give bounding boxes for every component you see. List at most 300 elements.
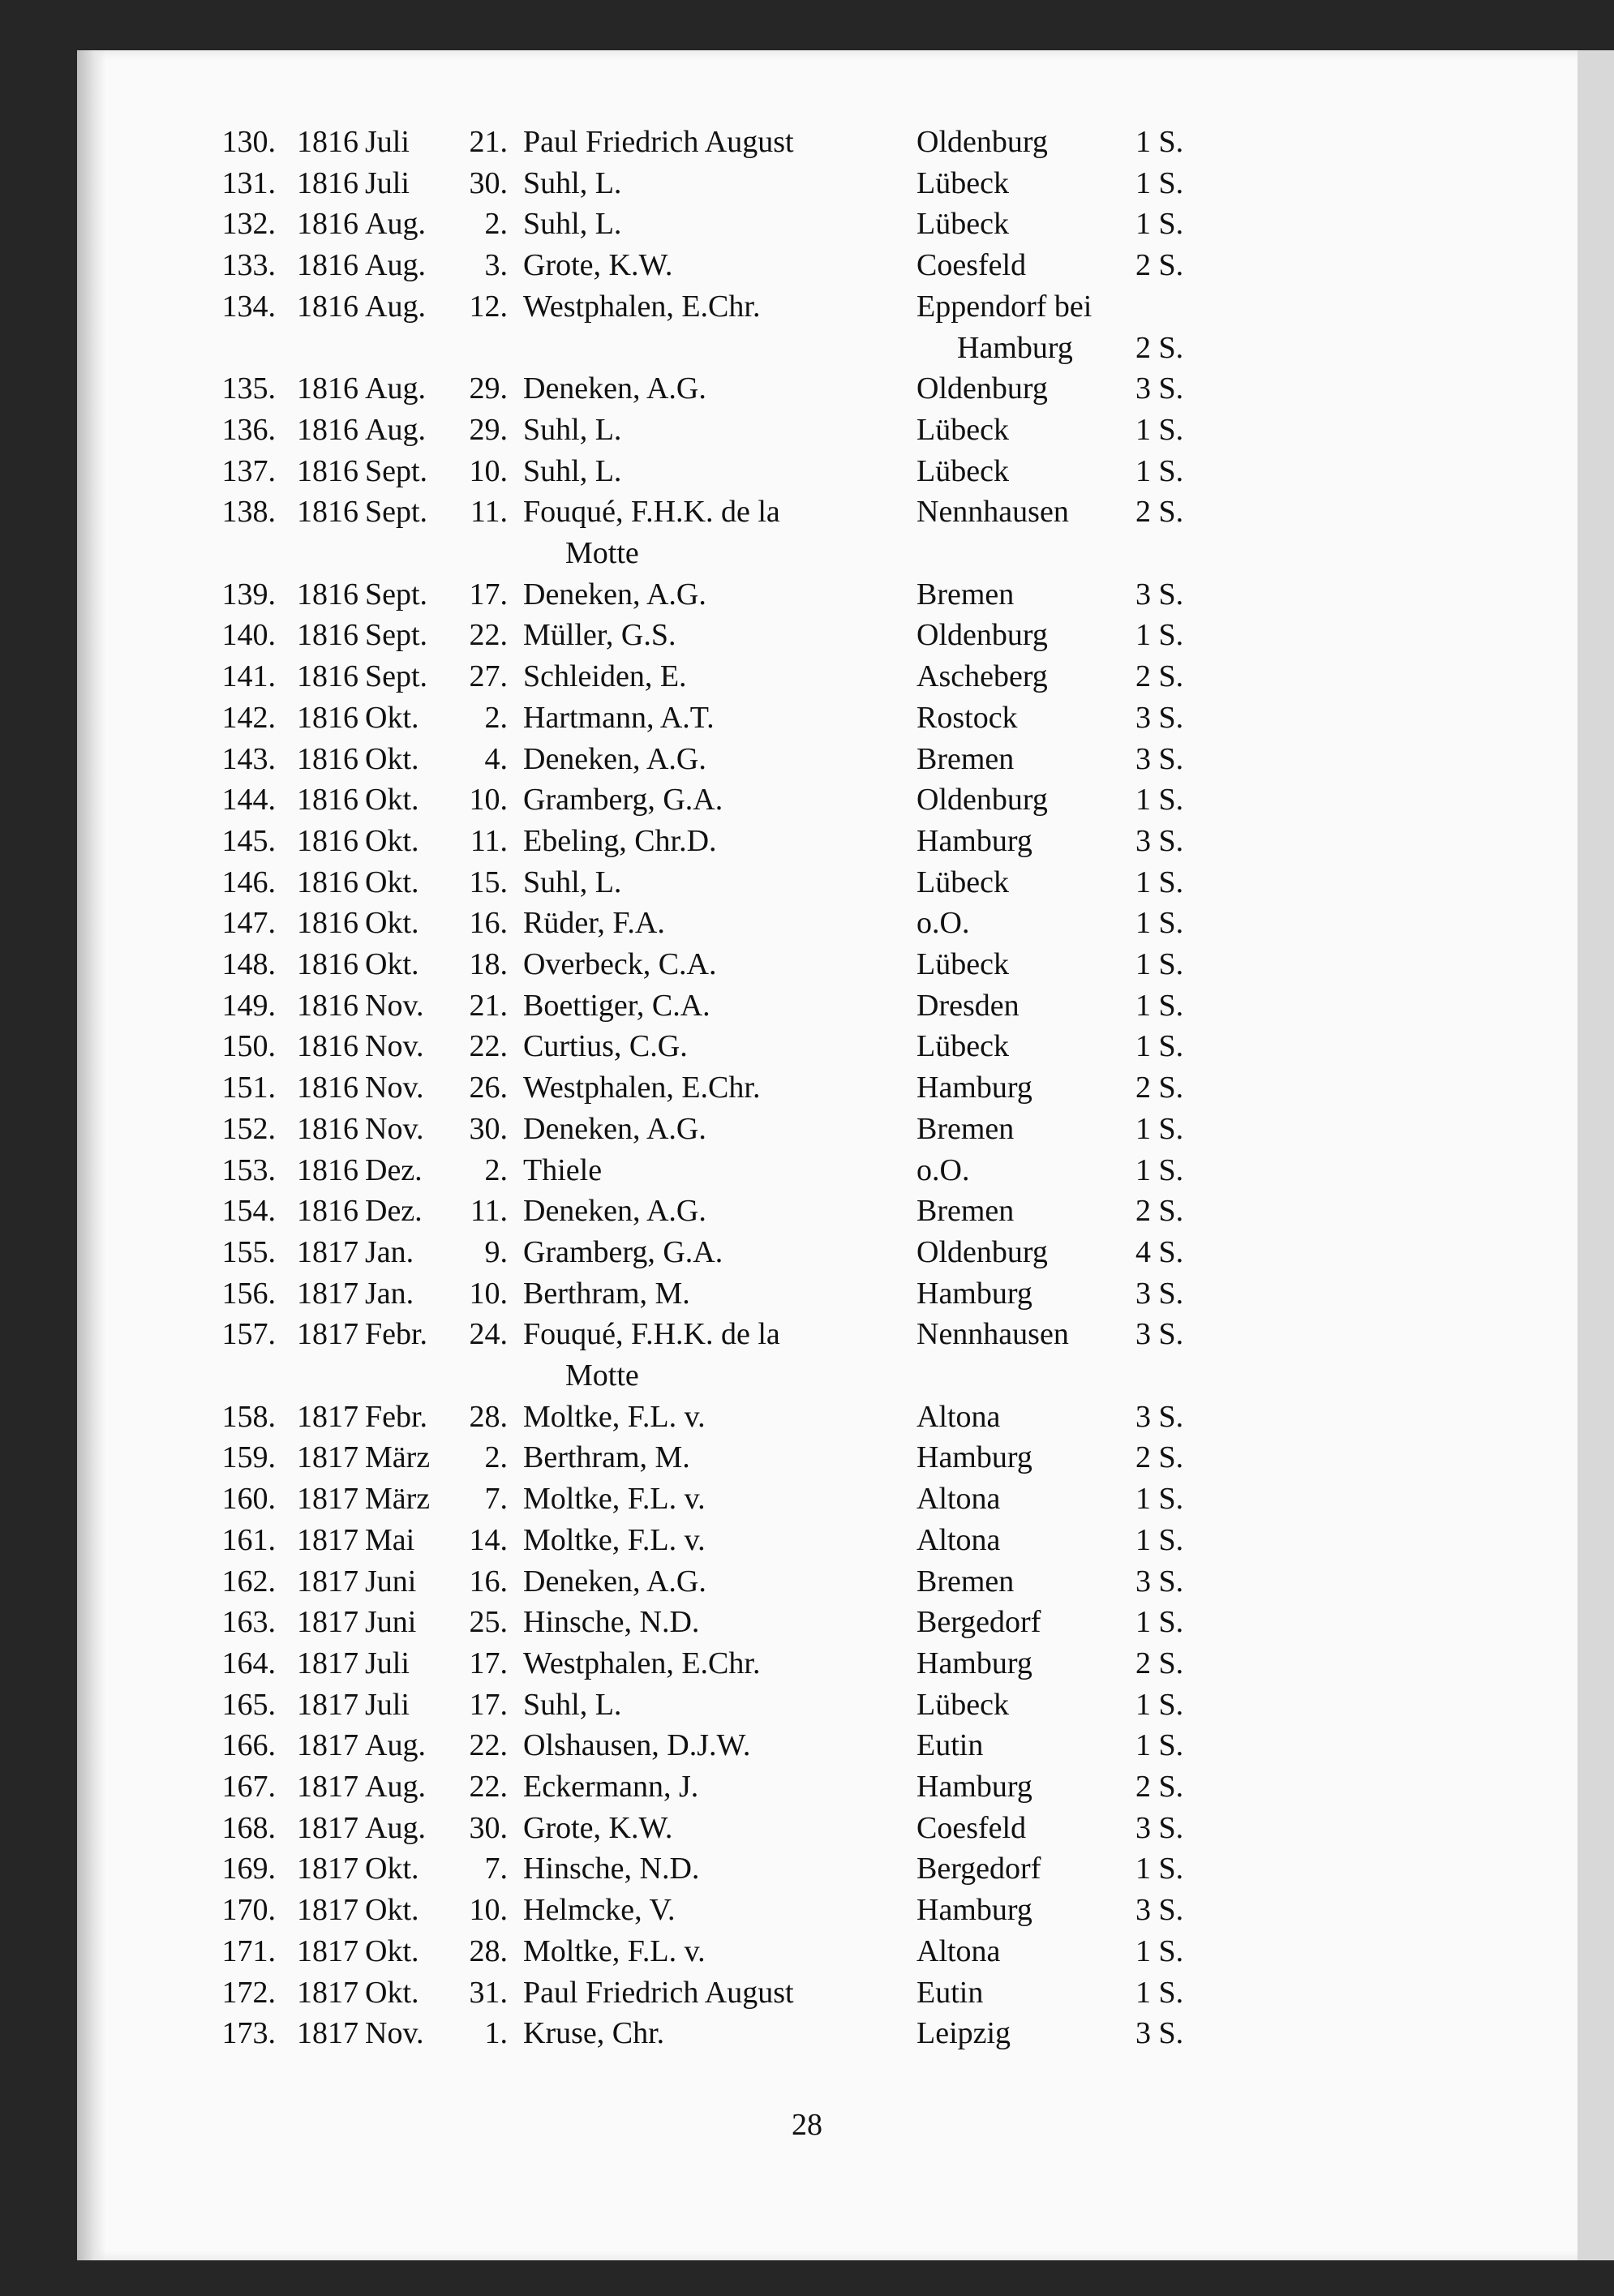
register-row xyxy=(0,1602,1614,1642)
entry-month: Sept. xyxy=(365,495,428,530)
entry-year: 1816 xyxy=(297,289,358,324)
entry-day: 12. xyxy=(469,289,508,324)
entry-pages: 2 S. xyxy=(1135,659,1184,694)
entry-correspondent: Grote, K.W. xyxy=(523,248,673,283)
entry-place: Eutin xyxy=(916,1975,984,2010)
entry-correspondent: Suhl, L. xyxy=(523,1687,622,1722)
entry-month: März xyxy=(365,1440,431,1475)
entry-month: Juli xyxy=(365,125,410,159)
entry-year: 1816 xyxy=(297,823,358,858)
entry-number: 141. xyxy=(221,659,276,694)
entry-number: 164. xyxy=(221,1646,276,1680)
register-row xyxy=(0,1437,1614,1478)
entry-number: 136. xyxy=(221,412,276,447)
entry-year: 1817 xyxy=(297,1564,358,1599)
entry-place: Bergedorf xyxy=(916,1605,1041,1640)
entry-number: 146. xyxy=(221,865,276,899)
entry-correspondent: Moltke, F.L. v. xyxy=(523,1522,706,1557)
entry-correspondent: Boettiger, C.A. xyxy=(523,988,710,1023)
entry-day: 22. xyxy=(469,618,508,653)
entry-month: Nov. xyxy=(365,988,424,1023)
entry-month: Aug. xyxy=(365,1728,426,1763)
entry-number: 166. xyxy=(221,1728,276,1763)
entry-month: Dez. xyxy=(365,1152,423,1187)
entry-year: 1816 xyxy=(297,865,358,899)
entry-number: 157. xyxy=(221,1317,276,1352)
entry-year: 1816 xyxy=(297,495,358,530)
entry-number: 171. xyxy=(221,1933,276,1968)
entry-month: Jan. xyxy=(365,1234,414,1269)
entry-correspondent: Fouqué, F.H.K. de la xyxy=(523,495,780,530)
entry-month: Nov. xyxy=(365,1071,424,1105)
entry-year: 1817 xyxy=(297,1852,358,1886)
register-row xyxy=(0,1232,1614,1272)
entry-number: 149. xyxy=(221,988,276,1023)
entry-place: Coesfeld xyxy=(916,1810,1027,1845)
entry-pages: 1 S. xyxy=(1135,988,1184,1023)
entry-correspondent: Suhl, L. xyxy=(523,412,622,447)
entry-month: Mai xyxy=(365,1522,415,1557)
register-row xyxy=(0,533,1614,573)
entry-year: 1817 xyxy=(297,1728,358,1763)
entry-day: 17. xyxy=(469,577,508,612)
entry-year: 1817 xyxy=(297,1605,358,1640)
entry-year: 1816 xyxy=(297,207,358,242)
entry-number: 137. xyxy=(221,453,276,488)
entry-year: 1817 xyxy=(297,1399,358,1434)
entry-pages: 1 S. xyxy=(1135,1728,1184,1763)
entry-pages: 3 S. xyxy=(1135,1893,1184,1928)
entry-month: Okt. xyxy=(365,1893,419,1928)
entry-correspondent: Suhl, L. xyxy=(523,453,622,488)
entry-pages: 1 S. xyxy=(1135,906,1184,941)
entry-number: 148. xyxy=(221,947,276,981)
entry-correspondent: Motte xyxy=(565,1358,639,1393)
entry-day: 2. xyxy=(484,207,508,242)
entry-year: 1816 xyxy=(297,1029,358,1064)
entry-place: Lübeck xyxy=(916,1029,1009,1064)
entry-number: 130. xyxy=(221,125,276,159)
entry-month: Okt. xyxy=(365,823,419,858)
entry-pages: 1 S. xyxy=(1135,947,1184,981)
entry-correspondent: Paul Friedrich August xyxy=(523,125,794,159)
entry-pages: 3 S. xyxy=(1135,1564,1184,1599)
entry-place: Eutin xyxy=(916,1728,984,1763)
entry-place: Rostock xyxy=(916,700,1018,735)
register-row xyxy=(0,1478,1614,1519)
entry-day: 22. xyxy=(469,1029,508,1064)
entry-correspondent: Moltke, F.L. v. xyxy=(523,1933,706,1968)
register-row xyxy=(0,1766,1614,1807)
entry-number: 159. xyxy=(221,1440,276,1475)
entry-pages: 1 S. xyxy=(1135,1852,1184,1886)
entry-correspondent: Thiele xyxy=(523,1152,603,1187)
entry-number: 165. xyxy=(221,1687,276,1722)
register-row xyxy=(0,1972,1614,2013)
entry-correspondent: Hartmann, A.T. xyxy=(523,700,715,735)
register-row xyxy=(0,1561,1614,1602)
entry-year: 1817 xyxy=(297,1893,358,1928)
entry-number: 138. xyxy=(221,495,276,530)
register-row xyxy=(0,862,1614,903)
entry-correspondent: Westphalen, E.Chr. xyxy=(523,1071,761,1105)
entry-month: Aug. xyxy=(365,1770,426,1804)
entry-month: Okt. xyxy=(365,906,419,941)
entry-place: Lübeck xyxy=(916,947,1009,981)
entry-place: Leipzig xyxy=(916,2016,1011,2051)
entry-month: Okt. xyxy=(365,947,419,981)
entry-place: Lübeck xyxy=(916,453,1009,488)
entry-month: Aug. xyxy=(365,412,426,447)
entry-correspondent: Hinsche, N.D. xyxy=(523,1852,700,1886)
entry-place: o.O. xyxy=(916,1152,970,1187)
register-row xyxy=(0,944,1614,985)
entry-day: 17. xyxy=(469,1687,508,1722)
entry-correspondent: Suhl, L. xyxy=(523,207,622,242)
entry-year: 1817 xyxy=(297,2016,358,2051)
register-row xyxy=(0,204,1614,244)
entry-day: 31. xyxy=(469,1975,508,2010)
register-row xyxy=(0,1191,1614,1231)
register-row xyxy=(0,491,1614,532)
entry-month: Nov. xyxy=(365,2016,424,2051)
entry-number: 152. xyxy=(221,1111,276,1146)
entry-place: Hamburg xyxy=(916,1770,1032,1804)
entry-day: 25. xyxy=(469,1605,508,1640)
entry-year: 1817 xyxy=(297,1440,358,1475)
entry-year: 1816 xyxy=(297,412,358,447)
entry-place: Hamburg xyxy=(957,330,1073,365)
entry-correspondent: Eckermann, J. xyxy=(523,1770,699,1804)
register-row xyxy=(0,1931,1614,1972)
entry-pages: 1 S. xyxy=(1135,1933,1184,1968)
entry-month: Sept. xyxy=(365,618,428,653)
entry-year: 1817 xyxy=(297,1482,358,1517)
entry-day: 10. xyxy=(469,1893,508,1928)
entry-correspondent: Gramberg, G.A. xyxy=(523,783,723,818)
entry-month: Okt. xyxy=(365,1852,419,1886)
register-row xyxy=(0,1808,1614,1848)
entry-pages: 3 S. xyxy=(1135,700,1184,735)
register-row xyxy=(0,697,1614,738)
entry-day: 4. xyxy=(484,741,508,776)
entry-pages: 1 S. xyxy=(1135,165,1184,200)
entry-day: 21. xyxy=(469,125,508,159)
register-row xyxy=(0,286,1614,327)
entry-number: 161. xyxy=(221,1522,276,1557)
entry-year: 1816 xyxy=(297,700,358,735)
entry-year: 1817 xyxy=(297,1810,358,1845)
entry-pages: 1 S. xyxy=(1135,1029,1184,1064)
entry-day: 3. xyxy=(484,248,508,283)
entry-month: Okt. xyxy=(365,741,419,776)
register-row xyxy=(0,739,1614,779)
entry-day: 14. xyxy=(469,1522,508,1557)
entry-month: Juli xyxy=(365,1646,410,1680)
entry-number: 160. xyxy=(221,1482,276,1517)
entry-month: Okt. xyxy=(365,700,419,735)
entry-correspondent: Deneken, A.G. xyxy=(523,1111,706,1146)
entry-year: 1817 xyxy=(297,1522,358,1557)
entry-place: Lübeck xyxy=(916,412,1009,447)
entry-month: Aug. xyxy=(365,1810,426,1845)
entry-pages: 2 S. xyxy=(1135,330,1184,365)
entry-day: 10. xyxy=(469,783,508,818)
entry-pages: 3 S. xyxy=(1135,1317,1184,1352)
entry-day: 1. xyxy=(484,2016,508,2051)
entry-year: 1817 xyxy=(297,1933,358,1968)
entry-correspondent: Suhl, L. xyxy=(523,865,622,899)
entry-correspondent: Deneken, A.G. xyxy=(523,371,706,406)
entry-day: 18. xyxy=(469,947,508,981)
entry-correspondent: Motte xyxy=(565,536,639,570)
entry-month: Juni xyxy=(365,1605,417,1640)
entry-year: 1817 xyxy=(297,1975,358,2010)
entry-correspondent: Deneken, A.G. xyxy=(523,577,706,612)
entry-place: Nennhausen xyxy=(916,495,1069,530)
register-row xyxy=(0,779,1614,820)
entry-pages: 1 S. xyxy=(1135,412,1184,447)
register-row xyxy=(0,245,1614,285)
register-row xyxy=(0,410,1614,450)
register-row xyxy=(0,656,1614,697)
entry-year: 1817 xyxy=(297,1687,358,1722)
register-row xyxy=(0,1273,1614,1314)
entry-place: Hamburg xyxy=(916,1071,1032,1105)
entry-day: 16. xyxy=(469,906,508,941)
entry-place: Oldenburg xyxy=(916,783,1048,818)
register-row xyxy=(0,1397,1614,1437)
entry-day: 28. xyxy=(469,1933,508,1968)
entry-place: Altona xyxy=(916,1482,1001,1517)
entry-year: 1816 xyxy=(297,741,358,776)
entry-pages: 3 S. xyxy=(1135,577,1184,612)
entry-month: Aug. xyxy=(365,248,426,283)
entry-pages: 2 S. xyxy=(1135,1071,1184,1105)
entry-correspondent: Paul Friedrich August xyxy=(523,1975,794,2010)
entry-year: 1816 xyxy=(297,1111,358,1146)
entry-place: Hamburg xyxy=(916,1276,1032,1311)
entry-pages: 3 S. xyxy=(1135,1399,1184,1434)
entry-pages: 3 S. xyxy=(1135,1810,1184,1845)
entry-correspondent: Berthram, M. xyxy=(523,1440,690,1475)
entry-year: 1816 xyxy=(297,248,358,283)
entry-day: 24. xyxy=(469,1317,508,1352)
entry-pages: 1 S. xyxy=(1135,1152,1184,1187)
entry-number: 168. xyxy=(221,1810,276,1845)
entry-year: 1816 xyxy=(297,618,358,653)
entry-place: Nennhausen xyxy=(916,1317,1069,1352)
entry-day: 28. xyxy=(469,1399,508,1434)
entry-place: Altona xyxy=(916,1399,1001,1434)
entry-number: 172. xyxy=(221,1975,276,2010)
entry-number: 144. xyxy=(221,783,276,818)
entry-year: 1817 xyxy=(297,1646,358,1680)
entry-number: 147. xyxy=(221,906,276,941)
register-row xyxy=(0,1026,1614,1066)
entry-day: 2. xyxy=(484,700,508,735)
entry-number: 154. xyxy=(221,1194,276,1229)
entry-day: 11. xyxy=(470,823,508,858)
entry-number: 163. xyxy=(221,1605,276,1640)
entry-correspondent: Westphalen, E.Chr. xyxy=(523,289,761,324)
entry-year: 1816 xyxy=(297,1071,358,1105)
entry-pages: 3 S. xyxy=(1135,371,1184,406)
entry-correspondent: Overbeck, C.A. xyxy=(523,947,717,981)
entry-number: 162. xyxy=(221,1564,276,1599)
entry-number: 173. xyxy=(221,2016,276,2051)
entry-number: 155. xyxy=(221,1234,276,1269)
entry-correspondent: Moltke, F.L. v. xyxy=(523,1399,706,1434)
entry-correspondent: Ebeling, Chr.D. xyxy=(523,823,717,858)
entry-number: 135. xyxy=(221,371,276,406)
entry-place: Coesfeld xyxy=(916,248,1027,283)
entry-pages: 1 S. xyxy=(1135,453,1184,488)
entry-day: 29. xyxy=(469,412,508,447)
entry-day: 27. xyxy=(469,659,508,694)
entry-correspondent: Grote, K.W. xyxy=(523,1810,673,1845)
entry-correspondent: Deneken, A.G. xyxy=(523,1564,706,1599)
entry-number: 151. xyxy=(221,1071,276,1105)
entry-place: Hamburg xyxy=(916,823,1032,858)
entry-month: Aug. xyxy=(365,289,426,324)
register-row xyxy=(0,1355,1614,1396)
entry-day: 21. xyxy=(469,988,508,1023)
entry-year: 1816 xyxy=(297,371,358,406)
entry-place: o.O. xyxy=(916,906,970,941)
entry-place: Lübeck xyxy=(916,165,1009,200)
entry-pages: 2 S. xyxy=(1135,495,1184,530)
entry-day: 22. xyxy=(469,1770,508,1804)
entry-day: 7. xyxy=(484,1482,508,1517)
entry-day: 16. xyxy=(469,1564,508,1599)
entry-place: Oldenburg xyxy=(916,1234,1048,1269)
entry-place: Ascheberg xyxy=(916,659,1048,694)
register-row xyxy=(0,368,1614,409)
entry-place: Lübeck xyxy=(916,1687,1009,1722)
entry-correspondent: Westphalen, E.Chr. xyxy=(523,1646,761,1680)
entry-month: Nov. xyxy=(365,1029,424,1064)
entry-place: Altona xyxy=(916,1522,1001,1557)
register-row xyxy=(0,1150,1614,1191)
entry-month: Okt. xyxy=(365,783,419,818)
entry-pages: 1 S. xyxy=(1135,1111,1184,1146)
register-row xyxy=(0,574,1614,615)
entry-year: 1817 xyxy=(297,1770,358,1804)
register-row xyxy=(0,1725,1614,1766)
entry-month: Jan. xyxy=(365,1276,414,1311)
entry-correspondent: Olshausen, D.J.W. xyxy=(523,1728,751,1763)
entry-pages: 2 S. xyxy=(1135,1770,1184,1804)
entry-day: 7. xyxy=(484,1852,508,1886)
entry-year: 1816 xyxy=(297,988,358,1023)
entry-place: Oldenburg xyxy=(916,125,1048,159)
register-row xyxy=(0,2013,1614,2054)
entry-day: 2. xyxy=(484,1440,508,1475)
entry-place: Lübeck xyxy=(916,865,1009,899)
entry-pages: 1 S. xyxy=(1135,125,1184,159)
entry-year: 1817 xyxy=(297,1317,358,1352)
entry-day: 17. xyxy=(469,1646,508,1680)
entry-year: 1816 xyxy=(297,577,358,612)
entry-correspondent: Deneken, A.G. xyxy=(523,741,706,776)
entry-day: 30. xyxy=(469,1111,508,1146)
entry-place: Oldenburg xyxy=(916,371,1048,406)
entry-place: Dresden xyxy=(916,988,1019,1023)
register-row xyxy=(0,1314,1614,1354)
register-row xyxy=(0,1848,1614,1889)
entry-year: 1816 xyxy=(297,906,358,941)
register-row xyxy=(0,1890,1614,1930)
entry-month: Sept. xyxy=(365,577,428,612)
entry-pages: 3 S. xyxy=(1135,823,1184,858)
entry-pages: 1 S. xyxy=(1135,1482,1184,1517)
entry-day: 30. xyxy=(469,1810,508,1845)
entry-number: 169. xyxy=(221,1852,276,1886)
entry-pages: 2 S. xyxy=(1135,1440,1184,1475)
register-row xyxy=(0,122,1614,162)
entry-number: 170. xyxy=(221,1893,276,1928)
entry-correspondent: Rüder, F.A. xyxy=(523,906,665,941)
register-row xyxy=(0,615,1614,655)
entry-pages: 2 S. xyxy=(1135,1194,1184,1229)
entry-month: März xyxy=(365,1482,431,1517)
entry-correspondent: Fouqué, F.H.K. de la xyxy=(523,1317,780,1352)
entry-number: 140. xyxy=(221,618,276,653)
entry-year: 1816 xyxy=(297,125,358,159)
entry-number: 153. xyxy=(221,1152,276,1187)
entry-place: Bergedorf xyxy=(916,1852,1041,1886)
entry-month: Sept. xyxy=(365,659,428,694)
entry-place: Bremen xyxy=(916,1194,1015,1229)
entry-month: Juni xyxy=(365,1564,417,1599)
entry-place: Eppendorf bei xyxy=(916,289,1092,324)
entry-place: Altona xyxy=(916,1933,1001,1968)
entry-number: 167. xyxy=(221,1770,276,1804)
entry-month: Dez. xyxy=(365,1194,423,1229)
entry-month: Juli xyxy=(365,165,410,200)
page-number: 28 xyxy=(792,2108,822,2142)
entry-day: 10. xyxy=(469,453,508,488)
entry-year: 1816 xyxy=(297,453,358,488)
entry-pages: 3 S. xyxy=(1135,1276,1184,1311)
entry-number: 143. xyxy=(221,741,276,776)
register-row xyxy=(0,985,1614,1026)
entry-number: 134. xyxy=(221,289,276,324)
entry-place: Lübeck xyxy=(916,207,1009,242)
entry-number: 132. xyxy=(221,207,276,242)
entry-place: Hamburg xyxy=(916,1646,1032,1680)
entry-pages: 4 S. xyxy=(1135,1234,1184,1269)
entry-correspondent: Helmcke, V. xyxy=(523,1893,676,1928)
entry-place: Oldenburg xyxy=(916,618,1048,653)
entry-month: Okt. xyxy=(365,865,419,899)
entry-day: 30. xyxy=(469,165,508,200)
register-row xyxy=(0,1684,1614,1725)
entry-pages: 1 S. xyxy=(1135,1687,1184,1722)
entry-month: Aug. xyxy=(365,371,426,406)
entry-correspondent: Deneken, A.G. xyxy=(523,1194,706,1229)
entry-place: Bremen xyxy=(916,741,1015,776)
entry-year: 1816 xyxy=(297,947,358,981)
entry-correspondent: Suhl, L. xyxy=(523,165,622,200)
entry-pages: 1 S. xyxy=(1135,783,1184,818)
entry-number: 139. xyxy=(221,577,276,612)
entry-year: 1816 xyxy=(297,659,358,694)
entry-day: 26. xyxy=(469,1071,508,1105)
entry-number: 145. xyxy=(221,823,276,858)
entry-pages: 3 S. xyxy=(1135,2016,1184,2051)
